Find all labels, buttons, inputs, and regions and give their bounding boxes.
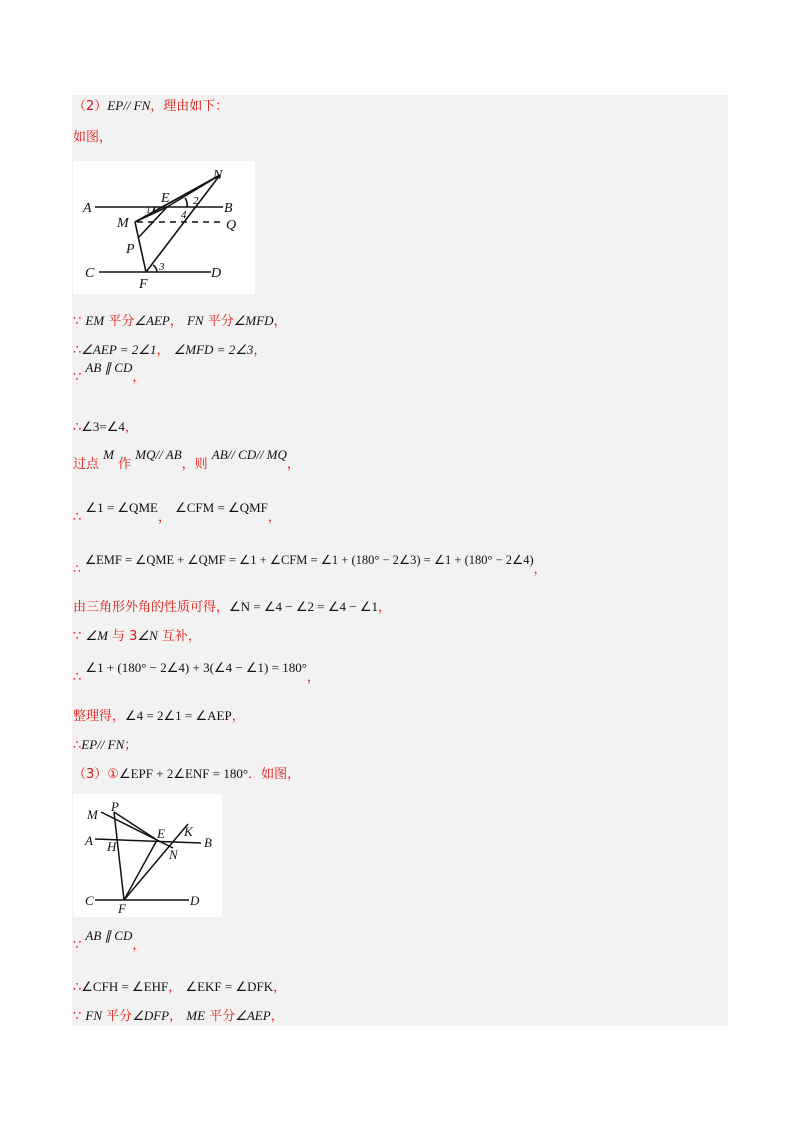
p2-line-1: ∵ EM 平分∠AEP， FN 平分∠MFD， (73, 313, 287, 329)
label-m: M (117, 216, 129, 231)
label-n: N (169, 847, 178, 862)
label-b: B (224, 201, 233, 216)
figure-1-diagram (73, 161, 255, 294)
p3-line-1: ∵ AB ∥ CD， (73, 928, 146, 953)
segment-ef (124, 840, 157, 900)
label-c: C (85, 893, 94, 908)
segment-mf (135, 222, 146, 272)
label-m: M (87, 807, 98, 822)
figure-2 (73, 794, 222, 917)
label-p: P (126, 242, 135, 257)
label-a: A (85, 833, 93, 848)
label-e: E (161, 191, 170, 206)
label-3: 3 (159, 261, 165, 273)
part2-as-shown: 如图， (73, 130, 113, 145)
p3-line-3: ∵ FN 平分∠DFP， ME 平分∠AEP， (73, 1008, 284, 1024)
segment-pf (114, 812, 124, 900)
label-f: F (139, 277, 148, 292)
p2-line-2: ∴∠AEP = 2∠1， ∠MFD = 2∠3， (73, 342, 267, 358)
figure-2-diagram (73, 794, 222, 917)
label-2: 2 (193, 195, 199, 207)
segment-nf (146, 175, 220, 272)
label-n: N (213, 168, 223, 183)
label-e: E (157, 826, 165, 841)
label-f: F (118, 901, 126, 916)
p2-line-3: ∵ AB ∥ CD， (73, 360, 146, 385)
p2-line-5: 过点 M 作 MQ// AB，则 AB// CD// MQ， (73, 447, 300, 472)
arc-angle-2 (185, 198, 187, 207)
label-d: D (211, 266, 222, 281)
arc-angle-3 (153, 265, 157, 272)
p3-line-2: ∴∠CFH = ∠EHF， ∠EKF = ∠DFK， (73, 979, 287, 995)
p2-line-7: ∴ ∠EMF = ∠QME + ∠QMF = ∠1 + ∠CFM = ∠1 + (180° − 2∠3) = ∠1 + (180° − 2∠4)， (73, 553, 547, 576)
label-k: K (184, 824, 193, 839)
p2-line-9: ∵ ∠M 与 3∠N 互补， (73, 628, 201, 644)
segment-pe (114, 812, 157, 840)
p2-line-4: ∴∠3=∠4， (73, 419, 138, 435)
label-4: 4 (181, 209, 187, 221)
label-p: P (111, 799, 119, 814)
p2-line-11: 整理得，∠4 = 2∠1 = ∠AEP， (73, 708, 245, 724)
figure-1 (73, 161, 255, 294)
part2-heading: （2）EP// FN，理由如下： (73, 98, 229, 114)
label-q: Q (226, 218, 237, 233)
p2-line-6: ∴ ∠1 = ∠QME， ∠CFM = ∠QMF， (73, 500, 281, 525)
label-c: C (85, 266, 95, 281)
p2-line-10: ∴ ∠1 + (180° − 2∠4) + 3(∠4 − ∠1) = 180°， (73, 660, 320, 685)
p2-line-12: ∴EP// FN； (73, 737, 138, 753)
p2-line-8: 由三角形外角的性质可得，∠N = ∠4 − ∠2 = ∠4 − ∠1， (73, 599, 392, 615)
label-a: A (83, 201, 92, 216)
segment-me (135, 207, 167, 222)
label-h: H (107, 839, 117, 854)
label-b: B (204, 835, 212, 850)
line-fk (124, 824, 188, 900)
part3-heading: （3）①∠EPF + 2∠ENF = 180°．如图， (73, 766, 301, 782)
label-d: D (190, 893, 200, 908)
label-1: 1 (146, 205, 151, 215)
